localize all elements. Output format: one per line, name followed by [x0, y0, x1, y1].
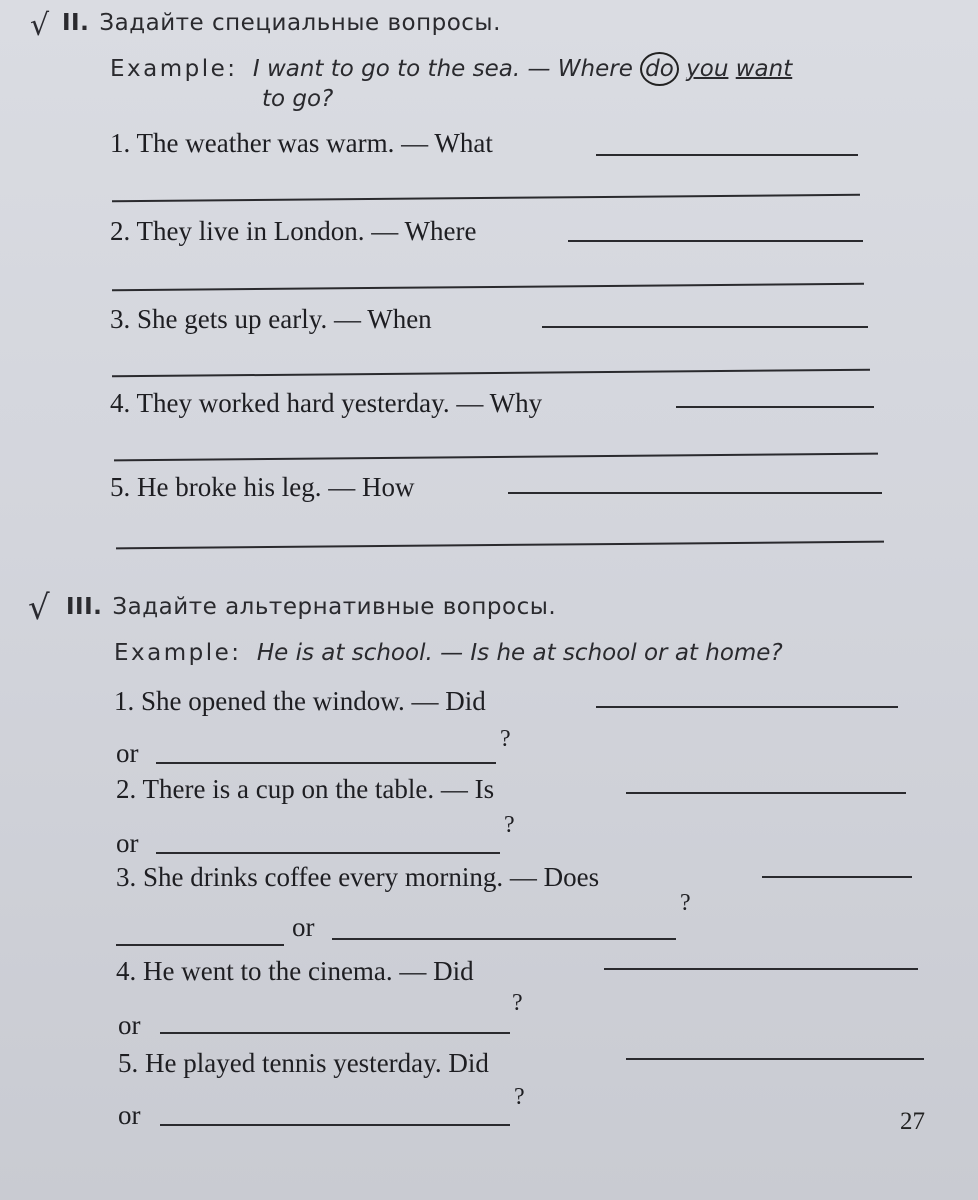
s2-answer-line-3b[interactable] — [112, 369, 870, 378]
example-label-3: Example: — [114, 640, 242, 666]
s3-answer-line-3b[interactable] — [116, 944, 284, 946]
s3-answer-line-2b[interactable] — [156, 852, 500, 854]
s2-item-1: 1. The weather was warm. — What — [110, 128, 493, 158]
s3-answer-line-4b[interactable] — [160, 1032, 510, 1034]
s2-answer-line-2b[interactable] — [112, 283, 864, 292]
section-2-heading — [62, 10, 501, 36]
s2-item-5: 5. He broke his leg. — How — [110, 472, 415, 502]
s3-item-4: 4. He went to the cinema. — Did — [116, 956, 474, 986]
section-3-title: Задайте альтернативные вопросы. — [112, 594, 557, 620]
s2-answer-line-4b[interactable] — [114, 453, 878, 462]
or-word-1: or — [116, 738, 139, 768]
section-3-heading — [66, 594, 556, 620]
s2-item-3: 3. She gets up early. — When — [110, 304, 432, 334]
s2-answer-line-5b[interactable] — [116, 541, 884, 550]
question-mark-2: ? — [504, 812, 515, 838]
page-number: 27 — [900, 1108, 925, 1135]
s3-answer-line-3a[interactable] — [762, 876, 912, 878]
s2-answer-line-4a[interactable] — [676, 406, 874, 408]
question-mark-5: ? — [514, 1084, 525, 1110]
section-2-title: Задайте специальные вопросы. — [99, 10, 501, 36]
section-2-example-line2 — [262, 86, 333, 112]
s3-answer-line-3c[interactable] — [332, 938, 676, 940]
example-text-3: He is at school. — Is he at school or at home? — [256, 640, 783, 666]
s3-item-1: 1. She opened the window. — Did — [114, 686, 486, 716]
section-3-number: III. — [66, 594, 103, 620]
s2-answer-line-5a[interactable] — [508, 492, 882, 494]
section-2-number: II. — [62, 10, 90, 36]
or-word-3: or — [292, 912, 315, 942]
s3-answer-line-1b[interactable] — [156, 762, 496, 764]
s2-item-2: 2. They live in London. — Where — [110, 216, 477, 246]
s3-item-3: 3. She drinks coffee every morning. — Does — [116, 862, 600, 892]
underlined-word-want: want — [735, 56, 793, 82]
question-mark-4: ? — [512, 990, 523, 1016]
s3-item-5: 5. He played tennis yesterday. Did — [118, 1048, 489, 1078]
or-word-5: or — [118, 1100, 141, 1130]
s3-answer-line-1a[interactable] — [596, 706, 898, 708]
s2-answer-line-3a[interactable] — [542, 326, 868, 328]
checkmark-icon: √ — [30, 8, 50, 43]
section-3-example — [114, 640, 783, 666]
s3-answer-line-4a[interactable] — [604, 968, 918, 970]
s3-answer-line-5a[interactable] — [626, 1058, 924, 1060]
underlined-word-you: you — [686, 56, 729, 82]
s2-answer-line-1a[interactable] — [596, 154, 858, 156]
s2-answer-line-2a[interactable] — [568, 240, 863, 242]
question-mark-1: ? — [500, 726, 511, 752]
circled-word: do — [640, 52, 679, 86]
s3-answer-line-2a[interactable] — [626, 792, 906, 794]
s3-item-2: 2. There is a cup on the table. — Is — [116, 774, 495, 804]
or-word-4: or — [118, 1010, 141, 1040]
question-mark-3: ? — [680, 890, 691, 916]
example-label: Example: — [110, 56, 238, 82]
example-text-2: to go? — [262, 86, 334, 112]
or-word-2: or — [116, 828, 139, 858]
s2-answer-line-1b[interactable] — [112, 194, 860, 203]
s3-answer-line-5b[interactable] — [160, 1124, 510, 1126]
checkmark-icon-2: √ — [28, 588, 50, 628]
s2-item-4: 4. They worked hard yesterday. — Why — [110, 388, 543, 418]
example-text: I want to go to the sea. — Where — [252, 56, 633, 82]
section-2-example — [110, 52, 792, 86]
